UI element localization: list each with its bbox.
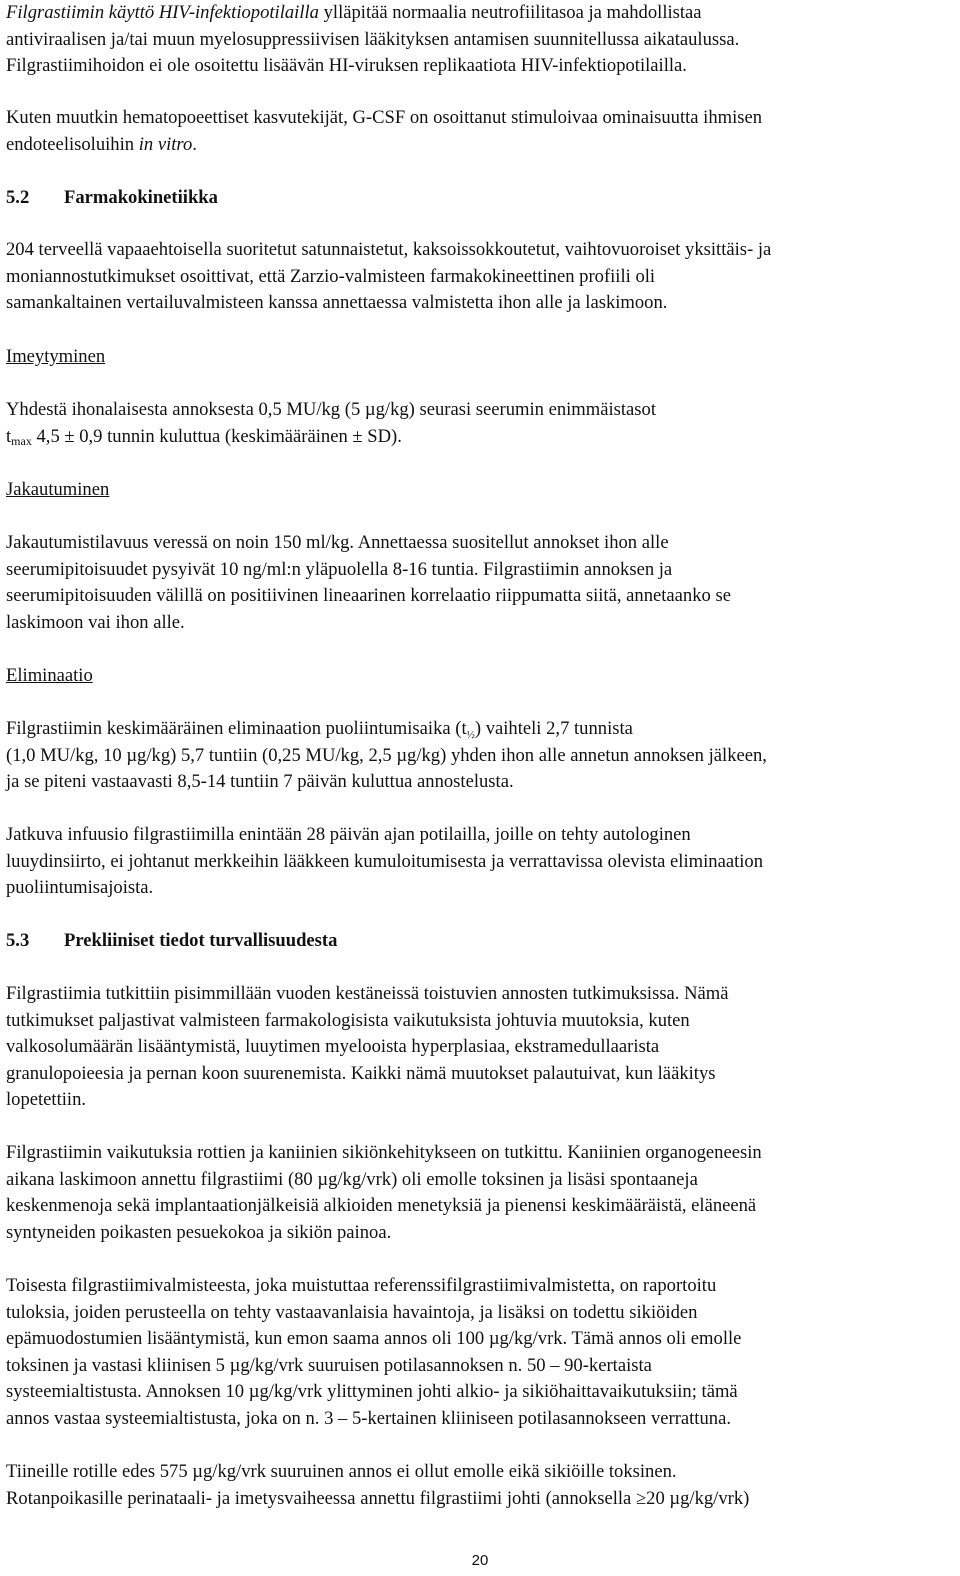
subheading-absorption: Imeytyminen: [6, 346, 106, 367]
text-line: toksinen ja vastasi kliinisen 5 µg/kg/vrk suuruisen potilasannoksen n. 50 – 90-kertaista: [6, 1354, 652, 1376]
text-line: (1,0 MU/kg, 10 µg/kg) 5,7 tuntiin (0,25 MU/kg, 2,5 µg/kg) yhden ihon alle annetun annoksen jälkeen,: [6, 744, 767, 766]
page-number: 20: [471, 1552, 489, 1569]
infusion-paragraph: [6, 822, 946, 902]
text-line: seerumipitoisuudet pysyivät 10 ng/ml:n yläpuolella 8-16 tuntia. Filgrastiimin annoksen ja: [6, 558, 673, 580]
preclinical-paragraph-1: [6, 981, 946, 1114]
text-line: Kuten muutkin hematopoeettiset kasvutekijät, G-CSF on osoittanut stimuloivaa ominaisuutta ihmisen: [6, 107, 763, 128]
subscript: ½: [466, 729, 475, 741]
text-line: Filgrastiimin vaikutuksia rottien ja kaniinien sikiönkehitykseen on tutkittu. Kaniinien organogeneesin: [6, 1142, 762, 1163]
text-line: Filgrastiimin käyttö HIV-infektiopotilailla ylläpitää normaalia neutrofiilitasoa ja mahdollistaa: [6, 2, 702, 23]
preclinical-paragraph-3: [6, 1273, 946, 1432]
text-line: Toisesta filgrastiimivalmisteesta, joka muistuttaa referenssifilgrastiimivalmistetta, on raportoitu: [6, 1275, 717, 1296]
text-line: Tiineille rotille edes 575 µg/kg/vrk suuruinen annos ei ollut emolle eikä sikiöille toksinen.: [6, 1461, 677, 1482]
section-number: 5.3: [6, 930, 30, 951]
intro-paragraph-hiv: [6, 0, 946, 80]
text-line: epämuodostumien lisääntymistä, kun emon saama annos oli 100 µg/kg/vrk. Tämä annos oli emolle: [6, 1328, 742, 1349]
subheading-distribution: Jakautuminen: [6, 479, 110, 500]
section-heading-5-2: [6, 185, 946, 212]
preclinical-paragraph-2: [6, 1140, 946, 1246]
text-line: puoliintumisajoista.: [6, 877, 154, 898]
text-line: ja se piteni vastaavasti 8,5-14 tuntiin 7 päivän kuluttua annostelusta.: [6, 771, 514, 792]
text-line: keskenmenoja sekä implantaationjälkeisiä alkioiden menetyksiä ja pienensi keskimääräistä, eläneenä: [6, 1195, 757, 1216]
text-line: antiviraalisen ja/tai muun myelosuppressiivisen lääkityksen antamisen suunnitellussa aikataulussa.: [6, 28, 740, 50]
absorption-paragraph: [6, 397, 946, 450]
text-line: endoteelisoluihin in vitro.: [6, 133, 197, 155]
subheading-elimination: Eliminaatio: [6, 665, 93, 686]
text-line: Filgrastiimihoidon ei ole osoitettu lisäävän HI-viruksen replikaatiota HIV-infektiopotilailla.: [6, 55, 687, 76]
text-line: Rotanpoikasille perinataali- ja imetysvaiheessa annettu filgrastiimi johti (annoksella ≥20 µg/kg/vrk): [6, 1487, 750, 1509]
intro-paragraph-gcsf: [6, 105, 946, 158]
text-line: lopetettiin.: [6, 1089, 87, 1110]
text-line: Filgrastiimia tutkittiin pisimmillään vuoden kestäneissä toistuvien annosten tutkimuksissa. Nämä: [6, 983, 729, 1004]
text-line: luuydinsiirto, ei johtanut merkkeihin lääkkeen kumuloitumisesta ja verrattavissa olevista eliminaation: [6, 850, 763, 872]
subscript: max: [11, 433, 32, 448]
text-line: moniannostutkimukset osoittivat, että Zarzio-valmisteen farmakokineettinen profiili oli: [6, 265, 656, 287]
elimination-paragraph: [6, 716, 946, 796]
text-line: tutkimukset paljastivat valmisteen farmakologisista vaikutuksista johtuvia muutoksia, kuten: [6, 1009, 690, 1031]
text-line: laskimoon vai ihon alle.: [6, 611, 185, 633]
text-line: syntyneiden poikasten pesuekokoa ja sikiön painoa.: [6, 1221, 392, 1243]
text-line: aikana laskimoon annettu filgrastiimi (80 µg/kg/vrk) oli emolle toksinen ja lisäsi spontaaneja: [6, 1168, 698, 1190]
distribution-paragraph: [6, 530, 946, 636]
section-title: Farmakokinetiikka: [64, 187, 218, 208]
text-line: Yhdestä ihonalaisesta annoksesta 0,5 MU/kg (5 µg/kg) seurasi seerumin enimmäistasot: [6, 399, 657, 420]
text-line: seerumipitoisuuden välillä on positiivinen lineaarinen korrelaatio riippumatta siitä, annetaanko se: [6, 585, 731, 606]
section-heading-5-3: [6, 928, 946, 955]
text-line: samankaltainen vertailuvalmisteen kanssa annettaessa valmistetta ihon alle ja laskimoon.: [6, 292, 668, 313]
text-line: $t_{max}$ 4,5 ± 0,9 tunnin kuluttua (keskimääräinen ± SD).: [6, 425, 402, 448]
text-line: systeemialtistusta. Annoksen 10 µg/kg/vrk ylittyminen johti alkio- ja sikiöhaittavaikutuksiin; tämä: [6, 1381, 738, 1402]
pk-intro-paragraph: [6, 237, 946, 317]
text-line: Jakautumistilavuus veressä on noin 150 ml/kg. Annettaessa suositellut annokset ihon alle: [6, 532, 669, 553]
text-line: annos vastaa systeemialtistusta, joka on n. 3 – 5-kertainen kliiniseen potilasannokseen verrattuna.: [6, 1407, 731, 1429]
text-line: granulopoieesia ja pernan koon suurenemista. Kaikki nämä muutokset palautuivat, kun lääkitys: [6, 1062, 716, 1084]
text-line: Filgrastiimin keskimääräinen eliminaation puoliintumisaika $(t_{\frac{1}{2}})$ vaihteli 2,7 tunnista: [6, 718, 633, 741]
text-line: 204 terveellä vapaaehtoisella suoritetut satunnaistetut, kaksoissokkoutetut, vaihtovuoroiset yksittäis- ja: [6, 239, 772, 260]
text-line: Jatkuva infuusio filgrastiimilla enintään 28 päivän ajan potilailla, joille on tehty autologinen: [6, 824, 691, 845]
text-line: valkosolumäärän lisääntymistä, luuytimen myelooista hyperplasiaa, ekstramedullaarista: [6, 1036, 660, 1057]
text-line: tuloksia, joiden perusteella on tehty vastaavanlaisia havaintoja, ja lisäksi on todettu sikiöiden: [6, 1301, 698, 1323]
preclinical-paragraph-4: [6, 1459, 946, 1512]
section-number: 5.2: [6, 187, 30, 208]
section-title: Prekliiniset tiedot turvallisuudesta: [64, 930, 338, 951]
